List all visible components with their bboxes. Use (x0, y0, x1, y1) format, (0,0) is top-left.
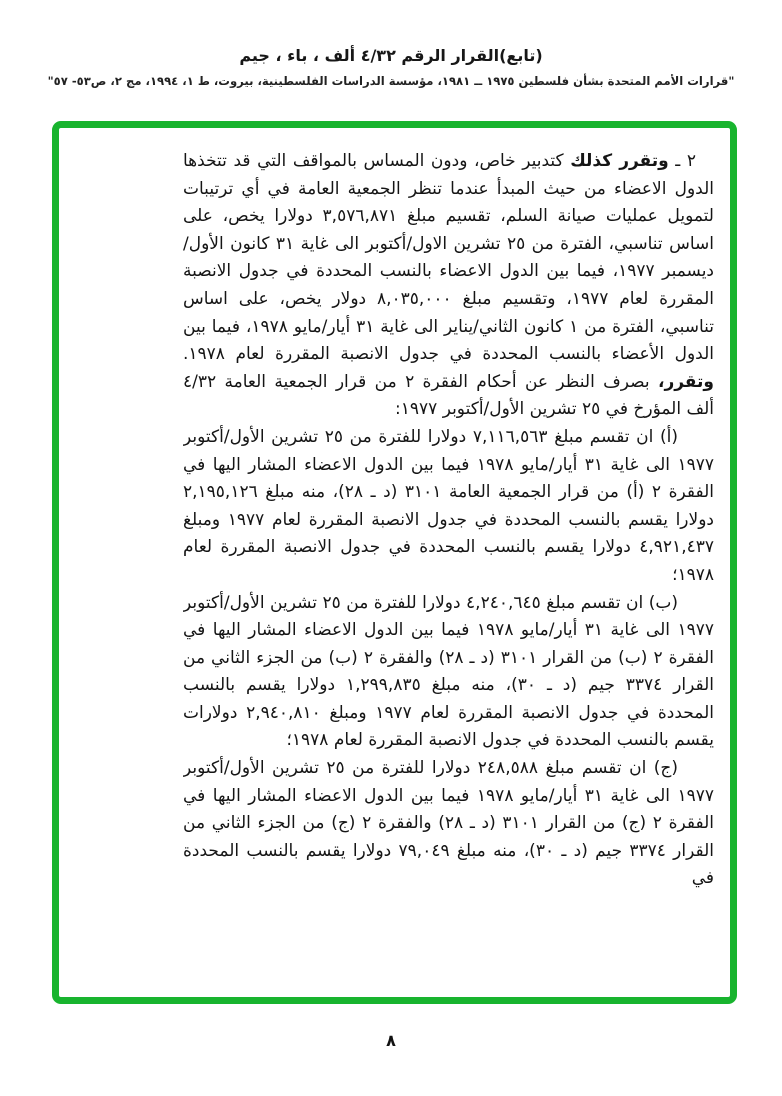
resolution-text-column (183, 148, 714, 988)
content-border-box (52, 121, 737, 1004)
decides-bold: وتقرر، (657, 371, 714, 392)
decides-further-bold: وتقرر كذلك (570, 151, 669, 171)
page-header (0, 0, 782, 88)
subparagraph-c-text: ان تقسم مبلغ ٢٤٨,٥٨٨ دولارا للفترة من ٢٥ تشرين الأول/أكتوبر ١٩٧٧ الى غاية ٣١ أيار/مايو ١٩٧٨ فيما بين الدول الاعضاء المشار اليها في الفقرة ٢ (ج) من القرار ٣١٠١ (د ـ ٢٨) والفقرة ٢ (ج) من الجزء الثاني من القرار ٣٣٧٤ جيم (د ـ ٣٠)، منه مبلغ ٧٩,٠٤٩ دولارا يقسم بالنسب المحددة في (183, 758, 714, 889)
subparagraph-a-label: (أ) (660, 426, 679, 447)
subparagraph-b-label: (ب) (648, 592, 678, 613)
subparagraph-a-text: ان تقسم مبلغ ٧,١١٦,٥٦٣ دولارا للفترة من ٢٥ تشرين الأول/أكتوبر ١٩٧٧ الى غاية ٣١ أيار/مايو ١٩٧٨ فيما بين الدول الاعضاء المشار اليها في الفقرة ٢ (أ) من قرار الجمعية العامة ٣١٠١ (د ـ ٢٨)، منه مبلغ ٢,١٩٥,١٢٦ دولارا يقسم بالنسب المحددة في جدول الانصبة المقررة لعام ١٩٧٧ ومبلغ ٤,٩٢١,٤٣٧ دولارا يقسم بالنسب المحددة في جدول الانصبة المقررة لعام ١٩٧٨؛ (183, 426, 714, 585)
paragraph-2-text-b: بصرف النظر عن أحكام الفقرة ٢ من قرار الجمعية العامة ٤/٣٢ ألف المؤرخ في ٢٥ تشرين الأول/أكتوبر ١٩٧٧: (183, 371, 714, 420)
subparagraph-c-label: (ج) (653, 758, 679, 779)
subparagraph-a (183, 424, 714, 590)
paragraph-2-marker: ٢ ـ (668, 151, 696, 171)
source-citation: "قرارات الأمم المتحدة بشأن فلسطين ١٩٧٥ ــ ١٩٨١، مؤسسة الدراسات الفلسطينية، بيروت، ط ١، ١٩٩٤، مج ٢، ص٥٣- ٥٧" (47, 74, 735, 88)
paragraph-2 (183, 148, 714, 424)
subparagraph-c (183, 755, 714, 893)
page-number: ٨ (386, 1031, 396, 1050)
paragraph-2-text-a: كتدبير خاص، ودون المساس بالمواقف التي قد تتخذها الدول الاعضاء من حيث المبدأ عندما تنظر الجمعية العامة في أي ترتيبات لتمويل عمليات صيانة السلم، تقسيم مبلغ ٣,٥٧٦,٨٧١ دولارا يخص، على اساس تناسبي، الفترة من ٢٥ تشرين الاول/أكتوبر الى غاية ٣١ كانون الأول/ديسمبر ١٩٧٧، فيما بين الدول الاعضاء بالنسب المحددة في جدول الانصبة المقررة لعام ١٩٧٧، وتقسيم مبلغ ٨,٠٣٥,٠٠٠ دولار يخص، على اساس تناسبي، الفترة من ١ كانون الثاني/يناير الى غاية ٣١ أيار/مايو ١٩٧٨، فيما بين الدول الأعضاء بالنسب المحددة في جدول الانصبة المقررة لعام ١٩٧٨. (183, 151, 714, 365)
subparagraph-b-text: ان تقسم مبلغ ٤,٢٤٠,٦٤٥ دولارا للفترة من ٢٥ تشرين الأول/أكتوبر ١٩٧٧ الى غاية ٣١ أيار/مايو ١٩٧٨ فيما بين الدول الاعضاء المشار اليها في الفقرة ٢ (ب) من القرار ٣١٠١ (د ـ ٢٨) والفقرة ٢ (ب) من الجزء الثاني من القرار ٣٣٧٤ جيم (د ـ ٣٠)، منه مبلغ ١,٢٩٩,٨٣٥ دولارا يقسم بالنسب المحددة في جدول الانصبة المقررة لعام ١٩٧٧ ومبلغ ٢,٩٤٠,٨١٠ دولارات يقسم بالنسب المحددة في جدول الانصبة المقررة لعام ١٩٧٨؛ (183, 592, 714, 751)
resolution-title: (تابع)القرار الرقم ٤/٣٢ ألف ، باء ، جيم (239, 46, 543, 65)
subparagraph-b (183, 590, 714, 756)
